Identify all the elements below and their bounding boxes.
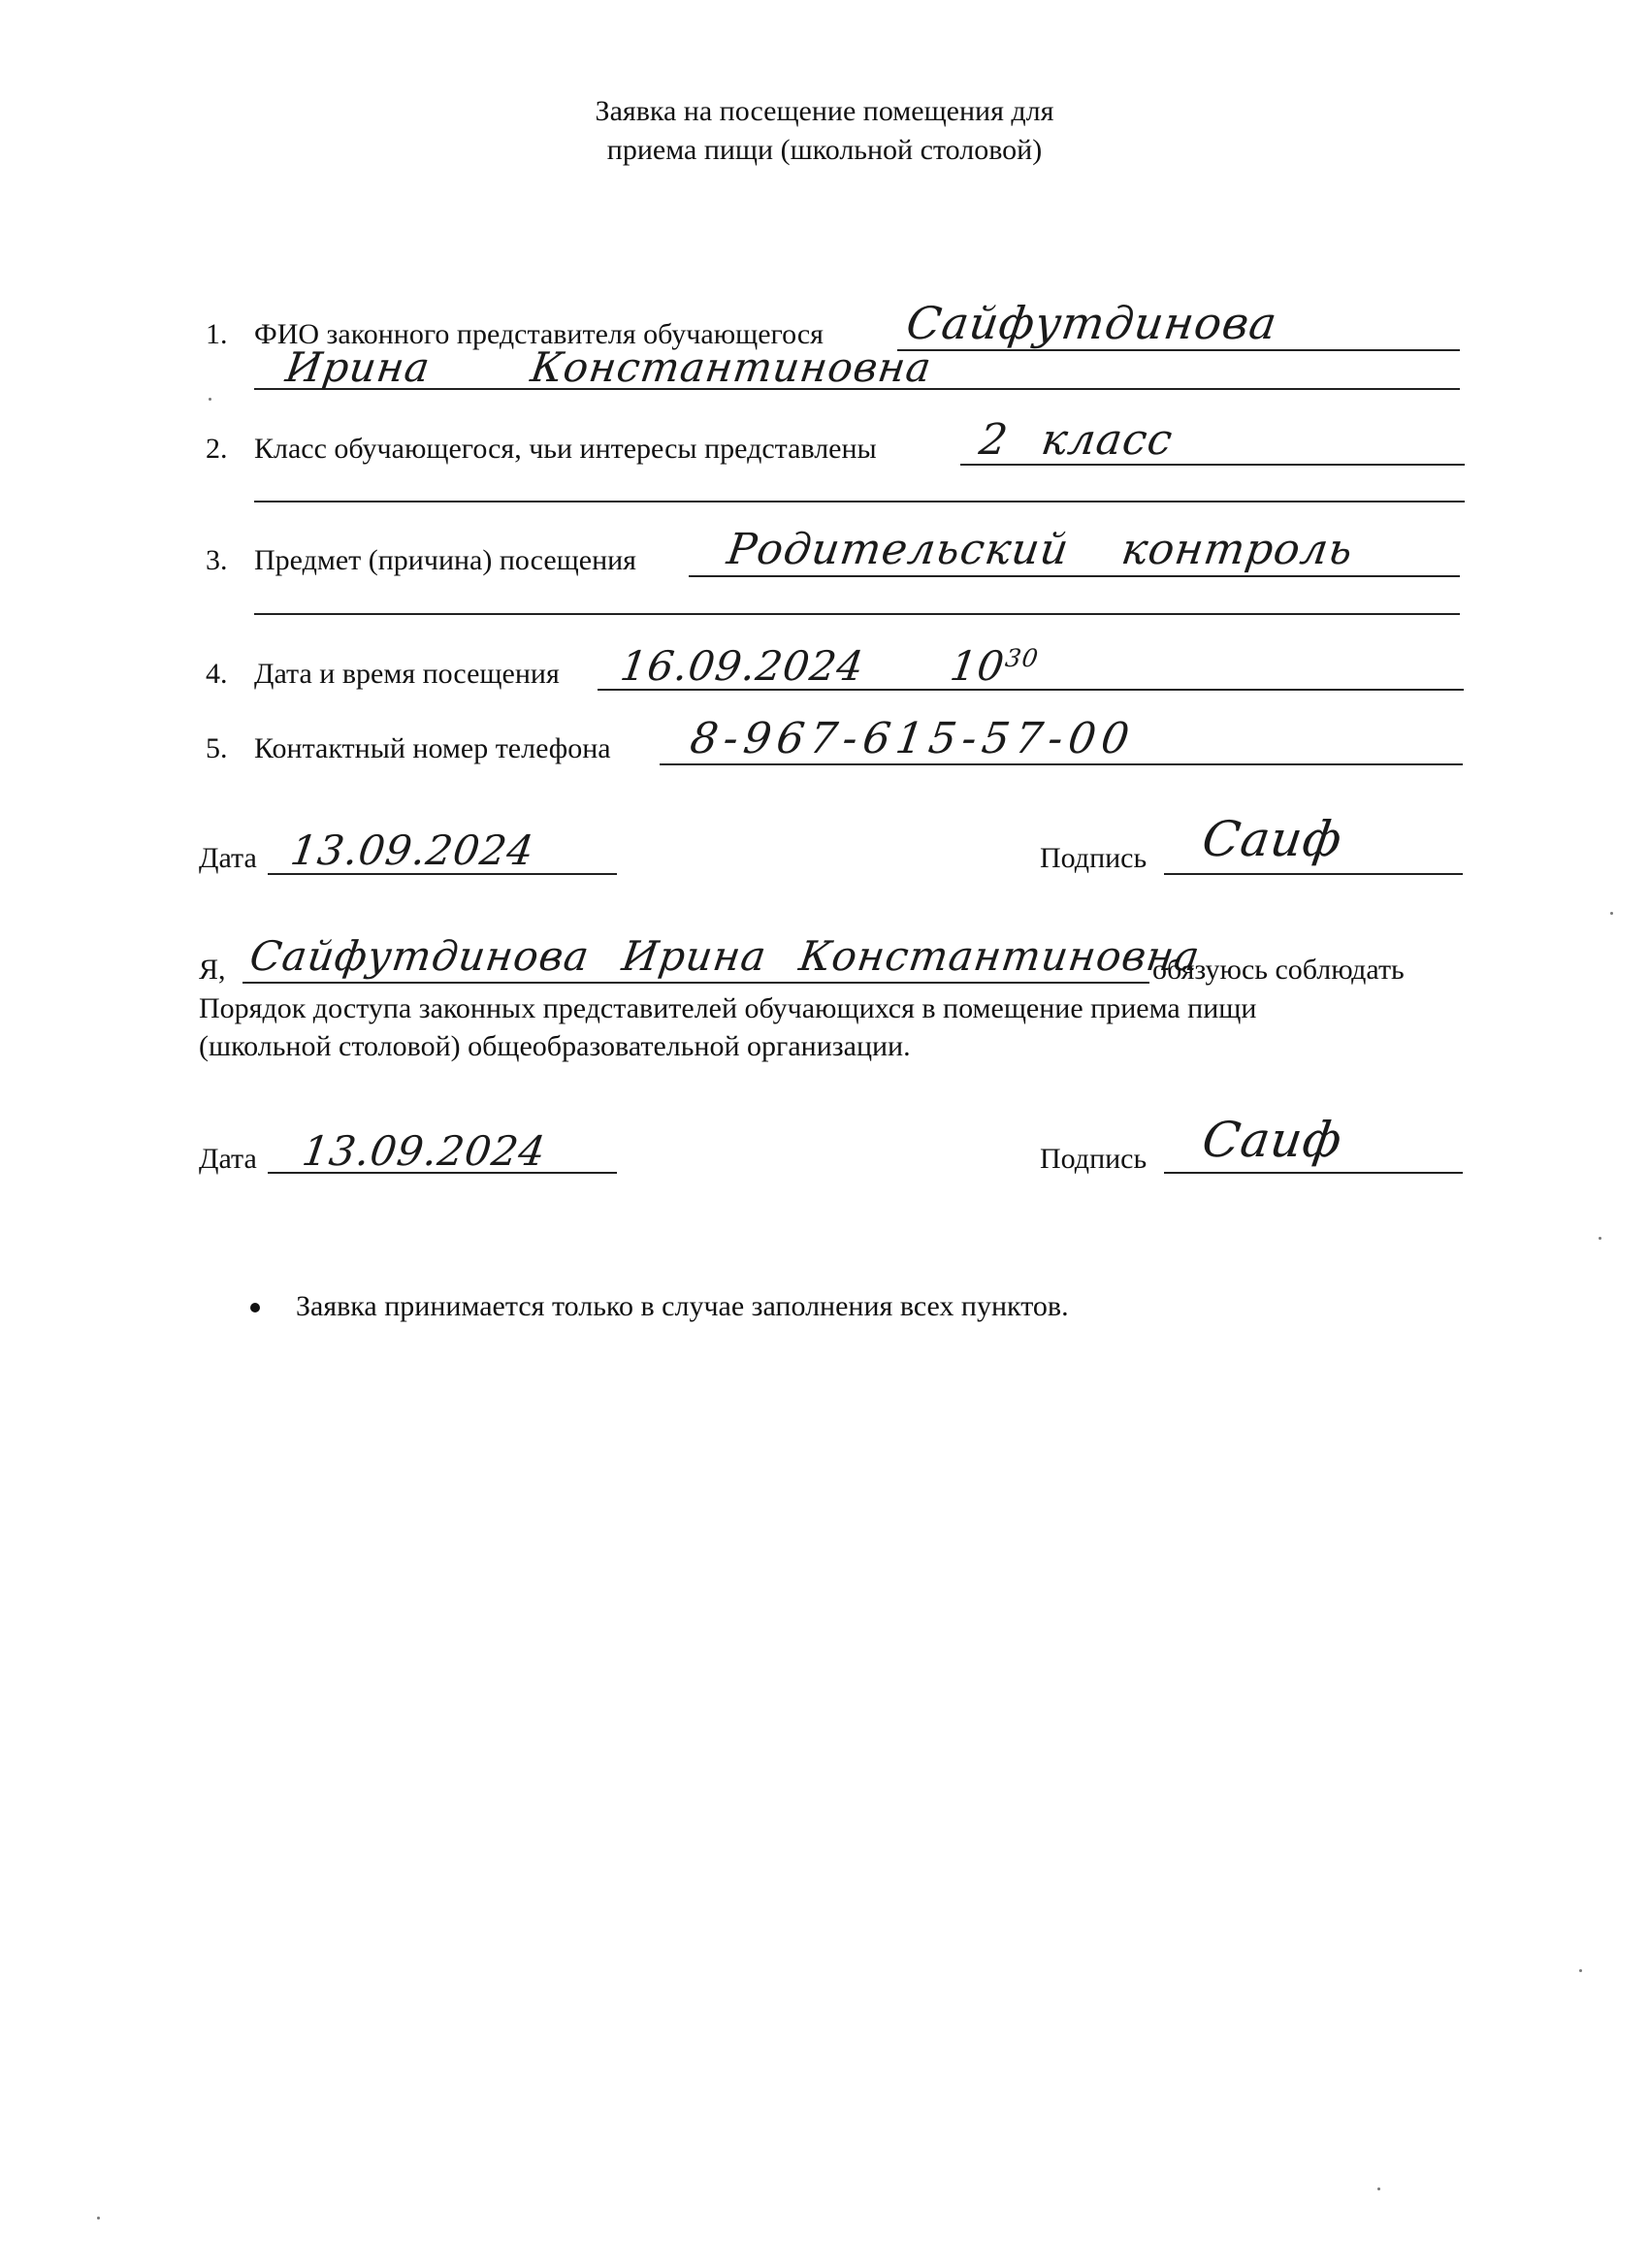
scan-speck [1579, 1969, 1582, 1972]
declaration-text-line-2: Порядок доступа законных представителей обучающихся в помещение приема пищи [199, 992, 1257, 1024]
field-4-time-hour: 10 [947, 642, 1008, 690]
field-2-label: Класс обучающегося, чьи интересы представлены [254, 433, 877, 465]
signoff-2-date-value: 13.09.2024 [299, 1127, 549, 1175]
field-5-label: Контактный номер телефона [254, 732, 611, 764]
field-3-label: Предмет (причина) посещения [254, 544, 636, 576]
signoff-2-signature-label: Подпись [1040, 1143, 1148, 1175]
field-4-date-value: 16.09.2024 [617, 642, 867, 690]
scan-speck [1377, 2187, 1380, 2190]
field-3-value: Родительский контроль [724, 525, 1357, 574]
field-4-time-minutes: 30 [1003, 644, 1041, 673]
field-4-label: Дата и время посещения [254, 658, 560, 690]
field-5-number: 5. [206, 732, 228, 764]
field-5-underline [660, 763, 1463, 765]
signoff-1-signature-label: Подпись [1040, 842, 1148, 874]
declaration-text-line-3: (школьной столовой) общеобразовательной организации. [199, 1030, 911, 1062]
declaration-text-line-1: обязуюсь соблюдать [1152, 954, 1405, 986]
signoff-1-signature-underline [1164, 873, 1463, 875]
scan-speck [1610, 912, 1613, 915]
field-2-underline-2 [254, 501, 1465, 502]
form-title-line-1: Заявка на посещение помещения для [595, 95, 1054, 127]
field-2-number: 2. [206, 433, 228, 465]
signoff-1-date-value: 13.09.2024 [287, 826, 537, 874]
scan-speck [97, 2217, 100, 2219]
field-4-time-value [947, 642, 1041, 690]
field-3-underline-1 [689, 575, 1460, 577]
note-text: Заявка принимается только в случае заполнения всех пунктов. [296, 1290, 1069, 1322]
form-title-line-2: приема пищи (школьной столовой) [606, 134, 1043, 166]
scan-speck [1599, 1237, 1601, 1240]
field-1-number: 1. [206, 318, 228, 350]
field-3-number: 3. [206, 544, 228, 576]
note-bullet-icon [250, 1303, 260, 1312]
signoff-2-signature-underline [1164, 1172, 1463, 1174]
field-3-underline-2 [254, 613, 1460, 615]
field-4-number: 4. [206, 658, 228, 690]
field-1-label: ФИО законного представителя обучающегося [254, 318, 824, 350]
signoff-2-date-label: Дата [199, 1143, 257, 1175]
signoff-1-signature: Саиф [1198, 811, 1346, 867]
declaration-name-underline [242, 982, 1149, 984]
field-1-underline-1 [897, 349, 1460, 351]
field-2-value: 2 класс [976, 415, 1177, 465]
signoff-2-signature: Саиф [1198, 1112, 1346, 1168]
declaration-prefix: Я, [199, 954, 226, 986]
declaration-name-value: Сайфутдинова Ирина Константиновна [246, 932, 1204, 980]
field-1-value-line-2: Ирина Константиновна [282, 343, 935, 391]
scan-speck [209, 398, 211, 401]
field-5-value: 8-967-615-57-00 [687, 714, 1139, 763]
signoff-1-date-label: Дата [199, 842, 257, 874]
field-1-value-line-1: Сайфутдинова [903, 297, 1281, 349]
